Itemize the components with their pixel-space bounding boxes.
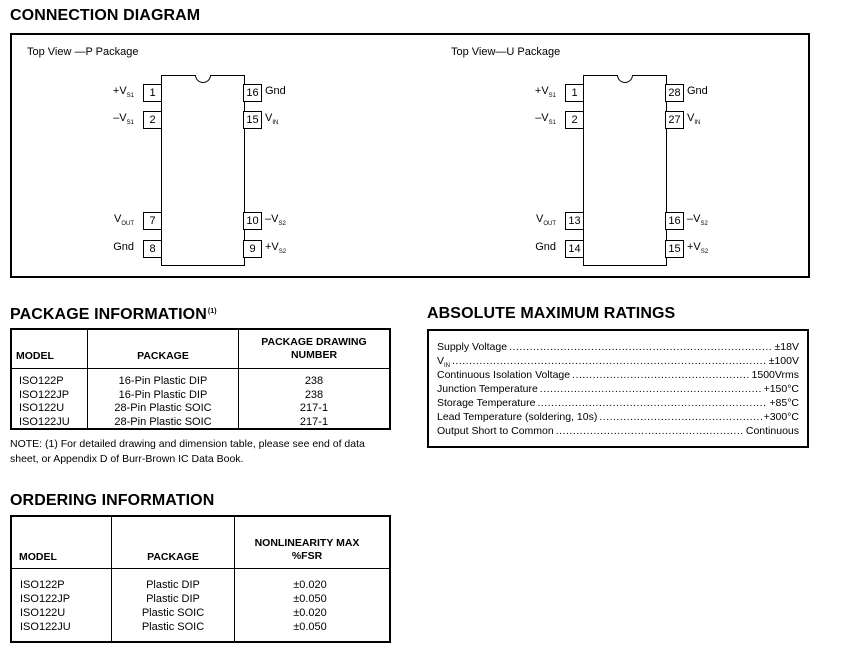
pin-label: $V_{IN}$ — [265, 112, 279, 126]
pin-label: $+V_{S1}$ — [534, 85, 556, 99]
cell-model: ISO122JP — [19, 388, 70, 401]
rating-value: Continuous — [745, 425, 799, 437]
cell-drawing: 238 — [304, 375, 324, 387]
col-header-model: MODEL — [19, 551, 57, 563]
ordering-info-table — [10, 515, 391, 643]
leader-dots — [572, 368, 749, 382]
pin-number-box: 8 — [143, 240, 162, 258]
rating-row — [437, 410, 799, 424]
cell-package: Plastic SOIC — [141, 607, 205, 619]
rating-label: Output Short to Common — [437, 425, 554, 437]
ordering-info-title: ORDERING INFORMATION — [10, 492, 215, 509]
pin-number-box: 9 — [243, 240, 262, 258]
leader-dots — [556, 424, 744, 438]
ratings-box — [427, 329, 809, 448]
pin-label: $+V_{S2}$ — [265, 241, 287, 255]
pin-label: Gnd — [113, 241, 134, 253]
rating-value: +150°C — [763, 383, 799, 395]
col-header-drawing-number: PACKAGE DRAWING NUMBER — [261, 336, 367, 361]
cell-model: ISO122JU — [19, 415, 70, 428]
leader-dots — [599, 410, 761, 424]
rating-value: 1500Vrms — [751, 369, 799, 381]
cell-package: Plastic DIP — [146, 579, 200, 591]
connection-diagram-box — [10, 33, 810, 278]
rating-label: Junction Temperature — [437, 383, 538, 395]
rating-label: Continuous Isolation Voltage — [437, 369, 571, 381]
cell-package: 28-Pin Plastic SOIC — [114, 415, 212, 428]
rating-value: ±18V — [774, 341, 799, 353]
rating-value: +300°C — [763, 411, 799, 423]
cell-drawing: 217-1 — [299, 415, 329, 428]
pin-number-box: 7 — [143, 212, 162, 230]
pin-number-box: 13 — [565, 212, 584, 230]
pin-label: $V_{OUT}$ — [535, 213, 556, 227]
pin-number-box: 28 — [665, 84, 684, 102]
cell-drawing: 238 — [304, 388, 324, 401]
cell-model: ISO122JP — [20, 593, 71, 605]
package-info-title: PACKAGE INFORMATION$^{(1)}$ — [10, 306, 217, 323]
cell-model: ISO122U — [20, 607, 66, 619]
rating-label: Supply Voltage — [437, 341, 508, 353]
pin-number-box: 10 — [243, 212, 262, 230]
pin-number-box: 14 — [565, 240, 584, 258]
cell-drawing: 217-1 — [299, 402, 329, 414]
pin-number-box: 2 — [143, 111, 162, 129]
cell-nonlin: ±0.050 — [293, 593, 327, 605]
cell-model: ISO122P — [20, 579, 65, 591]
rating-label: Storage Temperature — [437, 397, 536, 409]
p-package-chip-body — [161, 75, 245, 266]
cell-package: Plastic DIP — [146, 593, 200, 605]
pin-label: $V_{OUT}$ — [113, 213, 134, 227]
rating-row — [437, 424, 799, 438]
rating-value: ±100V — [768, 355, 799, 367]
cell-model: ISO122U — [19, 402, 65, 414]
package-info-note: NOTE: (1) For detailed drawing and dimension table, please see end of data sheet, or Appendix D of Burr-Brown IC Data Book. — [10, 438, 365, 465]
rating-row — [437, 396, 799, 410]
leader-dots — [540, 382, 762, 396]
cell-model: ISO122JU — [20, 621, 71, 633]
pin-number-box: 15 — [243, 111, 262, 129]
rating-value: +85°C — [769, 397, 799, 409]
ratings-title: ABSOLUTE MAXIMUM RATINGS — [427, 305, 676, 322]
pin-number-box: 1 — [565, 84, 584, 102]
pin-number-box: 15 — [665, 240, 684, 258]
col-header-package: PACKAGE — [147, 551, 199, 563]
u-package-view-label: Top View—U Package — [451, 46, 561, 58]
rating-label: Lead Temperature (soldering, 10s) — [437, 411, 598, 423]
rating-label: $V_{IN}$ — [437, 355, 451, 369]
connection-diagram-title: CONNECTION DIAGRAM — [10, 7, 201, 24]
pin-number-box: 1 — [143, 84, 162, 102]
pin-label: $+V_{S2}$ — [687, 241, 709, 255]
pin-number-box: 16 — [243, 84, 262, 102]
package-info-table — [10, 328, 391, 430]
col-header-model: MODEL — [16, 350, 54, 362]
pin-number-box: 16 — [665, 212, 684, 230]
p-package-view-label: Top View —P Package — [27, 46, 139, 58]
pin-label: $V_{IN}$ — [687, 112, 701, 126]
cell-model: ISO122P — [19, 375, 64, 387]
u-package-chip-body — [583, 75, 667, 266]
chip-notch — [617, 75, 633, 83]
chip-notch — [195, 75, 211, 83]
pin-label: $-V_{S1}$ — [113, 112, 134, 126]
cell-package: 16-Pin Plastic DIP — [118, 388, 208, 401]
rating-row — [437, 368, 799, 382]
pin-number-box: 2 — [565, 111, 584, 129]
cell-nonlin: ±0.020 — [293, 607, 327, 619]
leader-dots — [509, 340, 772, 354]
leader-dots — [537, 396, 767, 410]
cell-nonlin: ±0.050 — [293, 621, 327, 633]
pin-number-box: 27 — [665, 111, 684, 129]
cell-package: 16-Pin Plastic DIP — [118, 375, 208, 387]
cell-package: Plastic SOIC — [141, 621, 205, 633]
pin-label: Gnd — [535, 241, 556, 253]
col-header-package: PACKAGE — [137, 350, 189, 362]
rating-row — [437, 382, 799, 396]
col-header-nonlinearity: NONLINEARITY MAX %FSR — [254, 537, 360, 562]
pin-label: $-V_{S2}$ — [265, 213, 286, 227]
cell-package: 28-Pin Plastic SOIC — [114, 402, 212, 414]
pin-label: Gnd — [265, 85, 286, 97]
pin-label: $-V_{S1}$ — [535, 112, 556, 126]
pin-label: $-V_{S2}$ — [687, 213, 708, 227]
rating-row — [437, 340, 799, 354]
pin-label: $+V_{S1}$ — [112, 85, 134, 99]
pin-label: Gnd — [687, 85, 708, 97]
cell-nonlin: ±0.020 — [293, 579, 327, 591]
